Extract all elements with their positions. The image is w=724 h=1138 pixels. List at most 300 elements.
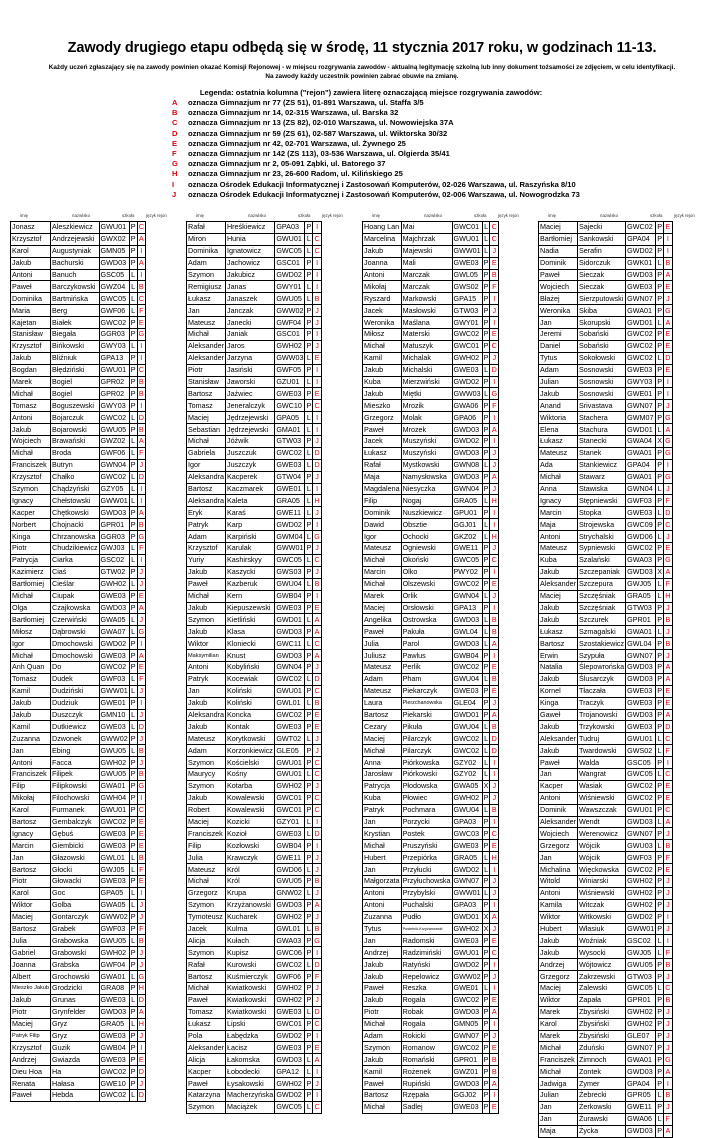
cell-first-name: Marcin	[539, 507, 578, 519]
cell-language: L	[306, 864, 311, 874]
cell-school: GWD01	[626, 317, 656, 329]
cell-first-name: Bartłomiej	[11, 578, 51, 590]
table-row	[363, 626, 499, 638]
cell-last-name: Strojewska	[577, 519, 625, 531]
table-row	[11, 329, 146, 341]
cell-school: GWN07	[626, 1042, 656, 1054]
cell-last-name: Markowski	[401, 293, 452, 305]
cell-school: GWE03	[275, 602, 305, 614]
cell-region: A	[314, 626, 320, 636]
cell-last-name: Radzimiński	[401, 947, 452, 959]
cell-last-name: Kashirskyy	[225, 554, 274, 566]
cell-school: GWF03	[99, 923, 129, 935]
cell-region: A	[138, 436, 144, 446]
cell-last-name: Łysakowski	[225, 1078, 274, 1090]
cell-first-name: Michał	[187, 436, 226, 448]
table-row	[187, 340, 322, 352]
cell-school: GMA01	[275, 424, 305, 436]
table-row	[539, 471, 673, 483]
cell-last-name: Kościelski	[225, 757, 274, 769]
cell-last-name: Dudek	[51, 673, 100, 685]
cell-last-name: Więckowska	[577, 864, 625, 876]
cell-last-name: Tudruj	[577, 733, 625, 745]
cell-language: P	[657, 555, 663, 565]
cell-first-name: Jakub	[11, 994, 51, 1006]
cell-last-name: Żerkowski	[577, 1101, 625, 1113]
table-row	[11, 424, 146, 436]
cell-region: B	[491, 614, 497, 624]
table-row	[363, 400, 499, 412]
cell-last-name: Zymer	[577, 1078, 625, 1090]
table-row	[187, 994, 322, 1006]
cell-language: P	[306, 805, 312, 815]
cell-last-name: Stanek	[577, 447, 625, 459]
cell-school: GWK01	[626, 257, 656, 269]
cell-school: GWD03	[452, 1078, 482, 1090]
cell-region: C	[665, 733, 671, 743]
cell-last-name: Zbysiński	[577, 1018, 625, 1030]
cell-first-name: Jacek	[363, 436, 402, 448]
table-row	[187, 733, 322, 745]
cell-region: I	[137, 483, 146, 495]
cell-first-name: Kinga	[539, 697, 578, 709]
cell-language: L	[131, 579, 136, 589]
legend-text: oznacza Ośrodek Edukacji Informatycznej i Zastosowań Komputerów, 02-026 Warszawa, ul. Raszyńska 8/10	[188, 179, 576, 189]
cell-first-name: Ryszard	[363, 293, 402, 305]
cell-first-name: Cezary	[363, 721, 402, 733]
cell-first-name: Tomasz	[187, 1006, 226, 1018]
cell-language: P	[306, 662, 312, 672]
cell-region: I	[664, 1078, 673, 1090]
table-row	[539, 875, 673, 887]
cell-first-name: Mikołaj	[363, 281, 402, 293]
cell-region: J	[313, 1078, 322, 1090]
cell-language: L	[306, 1102, 311, 1112]
cell-region: D	[138, 472, 144, 482]
cell-last-name: Kozioł	[225, 828, 274, 840]
participant-grid	[10, 221, 146, 1102]
table-row	[187, 554, 322, 566]
cell-school: GWC05	[452, 554, 482, 566]
cell-region: I	[137, 340, 146, 352]
table-row	[187, 400, 322, 412]
cell-school: GWZ02	[99, 436, 129, 448]
cell-first-name: Mateusz	[539, 543, 578, 555]
cell-language: L	[131, 555, 136, 565]
cell-last-name: Zduński	[577, 1042, 625, 1054]
cell-language: X	[483, 923, 489, 933]
cell-last-name: Molak	[401, 412, 452, 424]
cell-first-name: Katarzyna	[187, 1090, 226, 1102]
cell-first-name: Piotr	[363, 1006, 402, 1018]
table-row	[187, 388, 322, 400]
cell-last-name: Jędrzejewski	[225, 424, 274, 436]
cell-last-name: Broda	[51, 447, 100, 459]
cell-first-name: Patryk Filip	[11, 1030, 51, 1042]
cell-language: L	[131, 995, 136, 1005]
cell-school: GWD02	[275, 269, 305, 281]
cell-language: P	[483, 270, 489, 279]
cell-first-name: Stanisław	[187, 376, 226, 388]
table-row	[363, 376, 499, 388]
table-row	[11, 1030, 146, 1042]
cell-last-name: Grabowska	[51, 935, 100, 947]
cell-language: P	[306, 567, 312, 577]
cell-region: J	[313, 780, 322, 792]
cell-language: P	[130, 698, 136, 708]
cell-region: A	[138, 650, 144, 660]
cell-last-name: Trzykowski	[577, 721, 625, 733]
cell-first-name: Adam	[539, 364, 578, 376]
legend-letter: D	[172, 128, 178, 138]
cell-first-name: Zuzanna	[363, 911, 402, 923]
table-row	[187, 222, 322, 234]
cell-school: GTW04	[275, 471, 305, 483]
cell-language: L	[306, 555, 311, 565]
cell-last-name: Zontek	[577, 1066, 625, 1078]
cell-language: L	[484, 721, 489, 731]
cell-language: P	[306, 519, 312, 529]
cell-first-name: Jakub	[187, 697, 226, 709]
table-row	[11, 412, 146, 424]
cell-first-name: Michał	[11, 388, 51, 400]
cell-language: P	[130, 222, 136, 232]
cell-last-name: Kacperek	[225, 471, 274, 483]
cell-region: J	[137, 614, 146, 626]
cell-language: P	[130, 1007, 136, 1017]
cell-region: J	[137, 733, 146, 745]
cell-first-name: Mikołaj	[11, 792, 51, 804]
table-row	[363, 483, 499, 495]
table-row	[363, 721, 499, 733]
table-row	[363, 590, 499, 602]
cell-school: GWD03	[99, 507, 129, 519]
cell-first-name: Franciszek	[11, 768, 51, 780]
cell-school: GWS03	[275, 566, 305, 578]
cell-first-name: Jakub	[11, 352, 51, 364]
cell-last-name: Żebrecki	[577, 1090, 625, 1102]
table-row	[11, 757, 146, 769]
cell-first-name: Julian	[539, 376, 578, 388]
cell-language: P	[483, 828, 489, 838]
cell-language: P	[130, 805, 136, 815]
cell-first-name: Aleksander	[540, 733, 576, 743]
table-row	[539, 852, 673, 864]
cell-last-name: Matuszyk	[401, 340, 452, 352]
cell-school: GWC11	[275, 638, 305, 650]
cell-last-name: Obsztie	[401, 519, 452, 531]
cell-school: GWE01	[626, 388, 656, 400]
cell-first-name: Aleksandra	[188, 472, 224, 482]
table-row	[539, 1078, 673, 1090]
cell-last-name: Piórkowski	[401, 768, 452, 780]
column-header-lang: język	[322, 213, 333, 218]
cell-school: GWU05	[99, 935, 129, 947]
cell-first-name: Jan	[539, 768, 578, 780]
cell-region: E	[665, 864, 671, 874]
table-row	[11, 923, 146, 935]
table-row	[11, 899, 146, 911]
cell-language: L	[306, 1054, 311, 1064]
table-row	[539, 864, 673, 876]
cell-school: GWC01	[452, 222, 482, 234]
table-row	[363, 1078, 499, 1090]
cell-language: P	[483, 1031, 489, 1040]
cell-first-name: Maciej	[539, 983, 578, 995]
cell-school: GWE03	[99, 875, 129, 887]
cell-last-name: Król	[225, 864, 274, 876]
cell-school: GTW03	[452, 305, 482, 317]
cell-last-name: Witczak	[577, 899, 625, 911]
cell-last-name: Repelowicz	[401, 971, 452, 983]
table-row	[11, 875, 146, 887]
cell-school: GWD03	[626, 269, 656, 281]
cell-school: GWC02	[452, 745, 482, 757]
table-row	[539, 293, 673, 305]
cell-first-name: Karol	[11, 887, 51, 899]
cell-school: GWA01	[626, 1054, 656, 1066]
legend-letter: E	[172, 138, 178, 148]
cell-school: GWC02	[452, 1042, 482, 1054]
cell-language: L	[484, 733, 489, 743]
cell-last-name: Juszczyk	[225, 459, 274, 471]
table-row	[539, 804, 673, 816]
cell-last-name: Wójcik	[577, 840, 625, 852]
table-row	[539, 840, 673, 852]
cell-last-name: Karaś	[225, 507, 274, 519]
cell-language: P	[130, 365, 136, 375]
table-row	[11, 780, 146, 792]
cell-last-name: Perlik	[401, 661, 452, 673]
cell-language: L	[657, 733, 662, 743]
cell-language: P	[306, 1031, 312, 1040]
cell-first-name: Piotr	[11, 1006, 51, 1018]
cell-region: C	[314, 686, 320, 696]
cell-region: J	[664, 483, 673, 495]
cell-school: GWH02	[99, 578, 129, 590]
cell-language: L	[657, 935, 662, 945]
cell-region: I	[137, 792, 146, 804]
cell-first-name: Daniel	[539, 340, 578, 352]
cell-first-name: Yuriy	[187, 554, 226, 566]
cell-region: G	[665, 412, 671, 422]
cell-school: GLE07	[626, 1030, 656, 1042]
cell-language: P	[657, 686, 663, 696]
cell-last-name: Radomski	[401, 935, 452, 947]
cell-region: J	[137, 566, 146, 578]
cell-school: GWU04	[452, 721, 482, 733]
cell-last-name: Kwiatkowski	[225, 983, 274, 995]
cell-region: C	[491, 341, 497, 351]
cell-school: GMN10	[99, 709, 129, 721]
cell-region: J	[313, 471, 322, 483]
table-row	[363, 471, 499, 483]
cell-last-name: Stankiewicz	[577, 459, 625, 471]
cell-last-name: Masłowski	[401, 305, 452, 317]
cell-language: P	[657, 662, 663, 672]
cell-last-name: Sajecki	[577, 222, 625, 234]
cell-region: G	[665, 436, 671, 446]
cell-language: P	[657, 959, 663, 969]
cell-first-name: Tomasz	[11, 673, 51, 685]
cell-first-name: Dominik	[363, 507, 402, 519]
cell-last-name: Ciarka	[51, 554, 100, 566]
cell-language: P	[306, 745, 312, 755]
cell-region: H	[491, 852, 497, 862]
cell-school: GWY01	[275, 281, 305, 293]
table-row	[539, 1090, 673, 1102]
cell-region: D	[491, 733, 497, 743]
cell-region: E	[491, 995, 497, 1005]
cell-first-name: Maciej	[187, 816, 226, 828]
cell-first-name: Michał	[363, 1101, 402, 1113]
cell-region: B	[314, 698, 320, 708]
cell-last-name: Ebing	[51, 745, 100, 757]
table-row	[187, 376, 322, 388]
cell-last-name: Sierzputowski	[577, 293, 625, 305]
cell-language: P	[130, 923, 136, 933]
cell-school: GPA12	[275, 1066, 305, 1078]
cell-first-name: Wojciech	[539, 281, 578, 293]
cell-school: GWN07	[626, 650, 656, 662]
cell-language: P	[130, 650, 136, 660]
cell-last-name: Srivastava	[577, 400, 625, 412]
cell-region: B	[138, 745, 144, 755]
cell-first-name: Jakub	[187, 602, 226, 614]
table-row	[11, 483, 146, 495]
cell-first-name: Bartosz	[11, 864, 51, 876]
cell-region: C	[314, 769, 320, 779]
table-row	[363, 459, 499, 471]
cell-first-name: Jakub	[363, 971, 402, 983]
table-row	[539, 257, 673, 269]
cell-first-name: Jan	[539, 852, 578, 864]
table-row	[539, 281, 673, 293]
cell-language: L	[131, 293, 136, 303]
table-row	[11, 317, 146, 329]
cell-language: P	[483, 329, 489, 339]
cell-first-name: Juliusz	[363, 650, 402, 662]
cell-last-name: Marczak	[401, 269, 452, 281]
cell-last-name: Gembalczyk	[51, 816, 100, 828]
cell-language: P	[306, 602, 312, 612]
cell-language: P	[130, 246, 136, 256]
cell-language: P	[657, 495, 663, 505]
cell-first-name: Antoni	[363, 899, 402, 911]
cell-region: I	[664, 233, 673, 245]
cell-school: GWE03	[275, 721, 305, 733]
cell-last-name: Nuszkiewicz	[401, 507, 452, 519]
cell-first-name: Jonasz	[11, 222, 51, 234]
cell-language: P	[657, 519, 663, 529]
cell-language: P	[130, 876, 136, 886]
cell-language: L	[306, 614, 311, 624]
cell-school: GWU01	[452, 233, 482, 245]
cell-last-name: Ślusarczyk	[577, 673, 625, 685]
cell-school: GWC02	[99, 816, 129, 828]
cell-first-name: Adam	[187, 257, 226, 269]
cell-language: L	[484, 805, 489, 815]
cell-first-name: Maja	[539, 519, 578, 531]
cell-school: GWH02	[626, 1006, 656, 1018]
cell-region: I	[664, 459, 673, 471]
cell-region: B	[665, 1090, 671, 1100]
cell-last-name: Walda	[577, 757, 625, 769]
cell-school: GWC02	[452, 733, 482, 745]
cell-region: J	[664, 650, 673, 662]
cell-language: P	[306, 365, 312, 375]
cell-region: E	[491, 329, 497, 339]
cell-region: J	[313, 507, 322, 519]
cell-first-name: Szymon	[363, 1042, 402, 1054]
cell-region: B	[665, 959, 671, 969]
cell-language: L	[484, 888, 489, 898]
cell-school: GZU01	[275, 376, 305, 388]
cell-language: L	[131, 495, 136, 505]
cell-region: D	[314, 959, 320, 969]
cell-last-name: Chrzanowska	[51, 531, 100, 543]
cell-language: P	[657, 1102, 663, 1112]
cell-language: X	[657, 567, 663, 577]
cell-school: GWU05	[99, 745, 129, 757]
cell-last-name: Łacisz	[225, 1042, 274, 1054]
table-row	[363, 1066, 499, 1078]
cell-language: L	[306, 460, 311, 470]
cell-first-name: Grzegorz	[187, 887, 226, 899]
table-row	[187, 959, 322, 971]
cell-first-name: Bartosz	[187, 388, 226, 400]
cell-last-name: Przybylski	[401, 887, 452, 899]
table-row	[187, 424, 322, 436]
cell-region: D	[314, 828, 320, 838]
cell-last-name: Dmochowski	[51, 638, 100, 650]
cell-last-name: Sankowski	[577, 233, 625, 245]
cell-first-name: Franciszek	[539, 1054, 578, 1066]
cell-language: L	[306, 353, 311, 363]
cell-region: I	[490, 602, 499, 614]
table-row	[363, 994, 499, 1006]
table-row	[187, 804, 322, 816]
cell-region: G	[665, 472, 671, 482]
cell-language: L	[484, 626, 489, 636]
table-row	[187, 566, 322, 578]
table-row	[539, 1042, 673, 1054]
cell-school: GWA01	[626, 626, 656, 638]
cell-language: P	[306, 1078, 312, 1088]
table-row	[363, 828, 499, 840]
cell-school: GWE11	[452, 543, 482, 555]
cell-first-name: Julia	[363, 638, 402, 650]
cell-last-name: Szczepaniak	[577, 566, 625, 578]
cell-school: GWD01	[275, 614, 305, 626]
cell-first-name: Maja	[363, 471, 402, 483]
cell-first-name: Krzysztof	[11, 340, 51, 352]
cell-language: L	[131, 900, 136, 910]
cell-region: E	[138, 317, 144, 327]
table-row	[11, 531, 146, 543]
cell-language: P	[483, 650, 489, 660]
table-row	[539, 792, 673, 804]
notice	[8, 63, 716, 81]
cell-last-name: Rupiński	[401, 1078, 452, 1090]
cell-first-name: Paweł	[187, 1078, 226, 1090]
table-row	[363, 816, 499, 828]
cell-last-name: Przyłuchowska	[402, 876, 451, 886]
cell-school: GSC05	[626, 757, 656, 769]
legend-row	[0, 98, 724, 108]
cell-language: L	[657, 353, 662, 363]
cell-school: GWS02	[626, 745, 656, 757]
